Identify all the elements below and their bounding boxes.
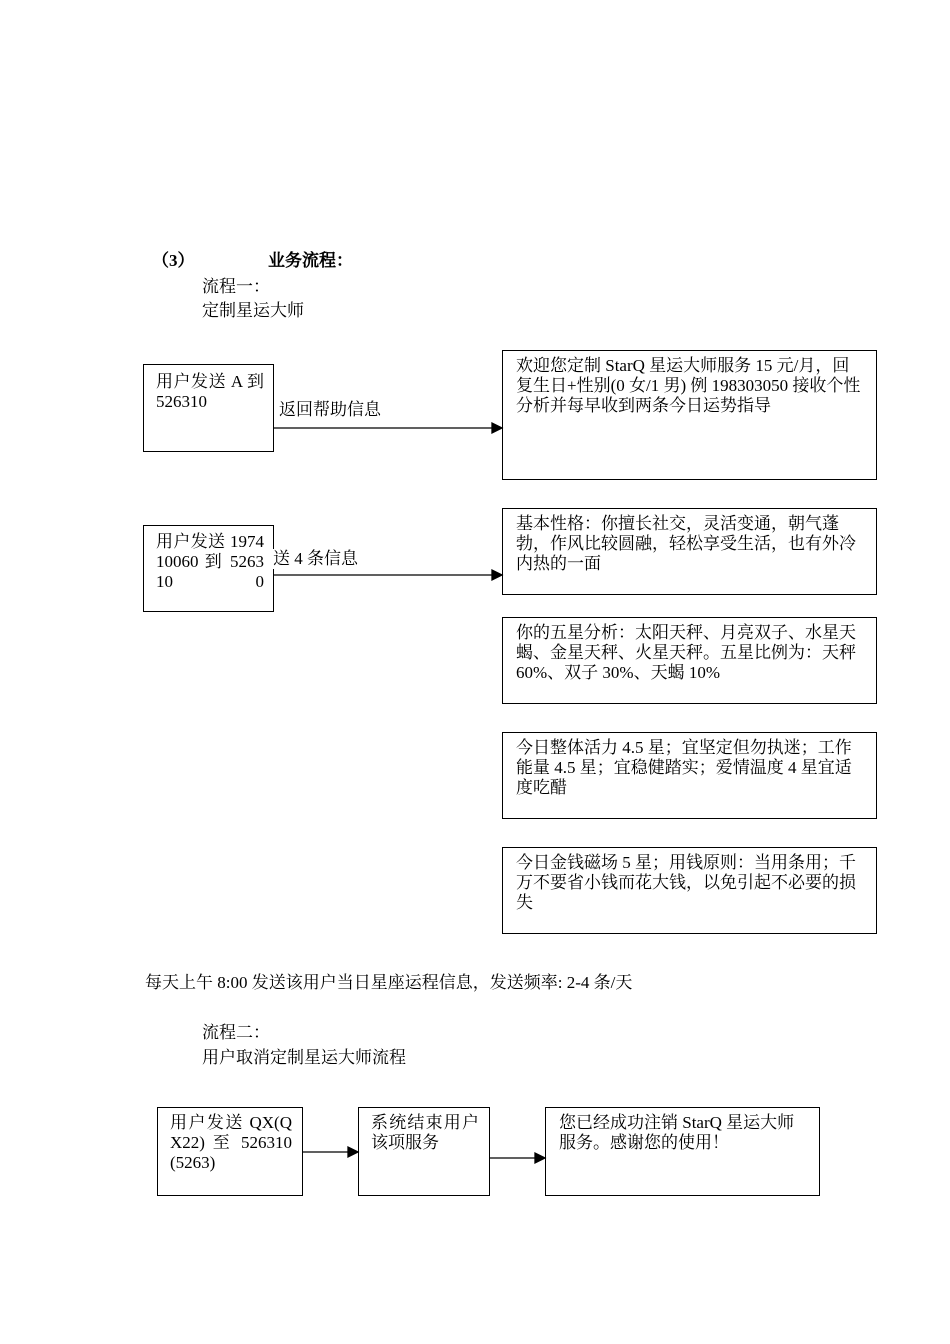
flow2-system-end-text: 系统结束用户该项服务 (371, 1113, 479, 1152)
flow2-label: 流程二： (202, 1023, 270, 1042)
flow1-welcome-reply-text: 欢迎您定制 StarQ 星运大师服务 15 元/月，回复生日+性别(0 女/1 男) 例 198303050 接收个性分析并每早收到两条今日运势指导 (516, 356, 861, 415)
flow1-subtitle: 定制星运大师 (202, 301, 304, 320)
flow1-step2-arrowhead (492, 570, 502, 580)
section-title: 业务流程： (268, 251, 353, 270)
flow1-send-four-arrow-label: 送 4 条信息 (273, 549, 358, 568)
flow1-label: 流程一： (202, 277, 270, 296)
flow1-user-send-a-text: 用户发送 A 到 526310 (156, 372, 264, 411)
message-text-personality: 基本性格：你擅长社交，灵活变通，朝气蓬勃，作风比较圆融，轻松享受生活，也有外冷内热的一面 (516, 514, 856, 573)
flow2-arrow2-head (535, 1153, 545, 1163)
message-text-five-star: 你的五星分析：太阳天秤、月亮双子、水星天蝎、金星天秤、火星天秤。五星比例为：天秤 60%、双子 30%、天蝎 10% (516, 623, 856, 682)
message-text-money: 今日金钱磁场 5 星；用钱原则：当用条用；千万不要省小钱而花大钱，以免引起不必要的损失 (516, 853, 856, 912)
message-text-daily-energy: 今日整体活力 4.5 星；宜坚定但勿执迷；工作能量 4.5 星；宜稳健踏实；爱情温度 4 星宜适度吃醋 (516, 738, 852, 797)
section-number: （3） (152, 251, 195, 270)
flow2-user-cancel-text: 用户发送 QX(QX22) 至 526310(5263) (170, 1113, 292, 1172)
flow1-user-send-birthday-text: 用户发送 197410060 到 526310 0 (156, 532, 264, 591)
flow1-help-arrow-label: 返回帮助信息 (279, 400, 381, 419)
flow1-frequency-note: 每天上午 8:00 发送该用户当日星座运程信息，发送频率: 2-4 条/天 (145, 973, 633, 992)
flow1-step1-arrowhead (492, 423, 502, 433)
flow2-cancel-confirm-text: 您已经成功注销 StarQ 星运大师服务。感谢您的使用！ (559, 1113, 795, 1152)
flow2-arrow1-head (348, 1147, 358, 1157)
flow2-subtitle: 用户取消定制星运大师流程 (202, 1048, 406, 1067)
